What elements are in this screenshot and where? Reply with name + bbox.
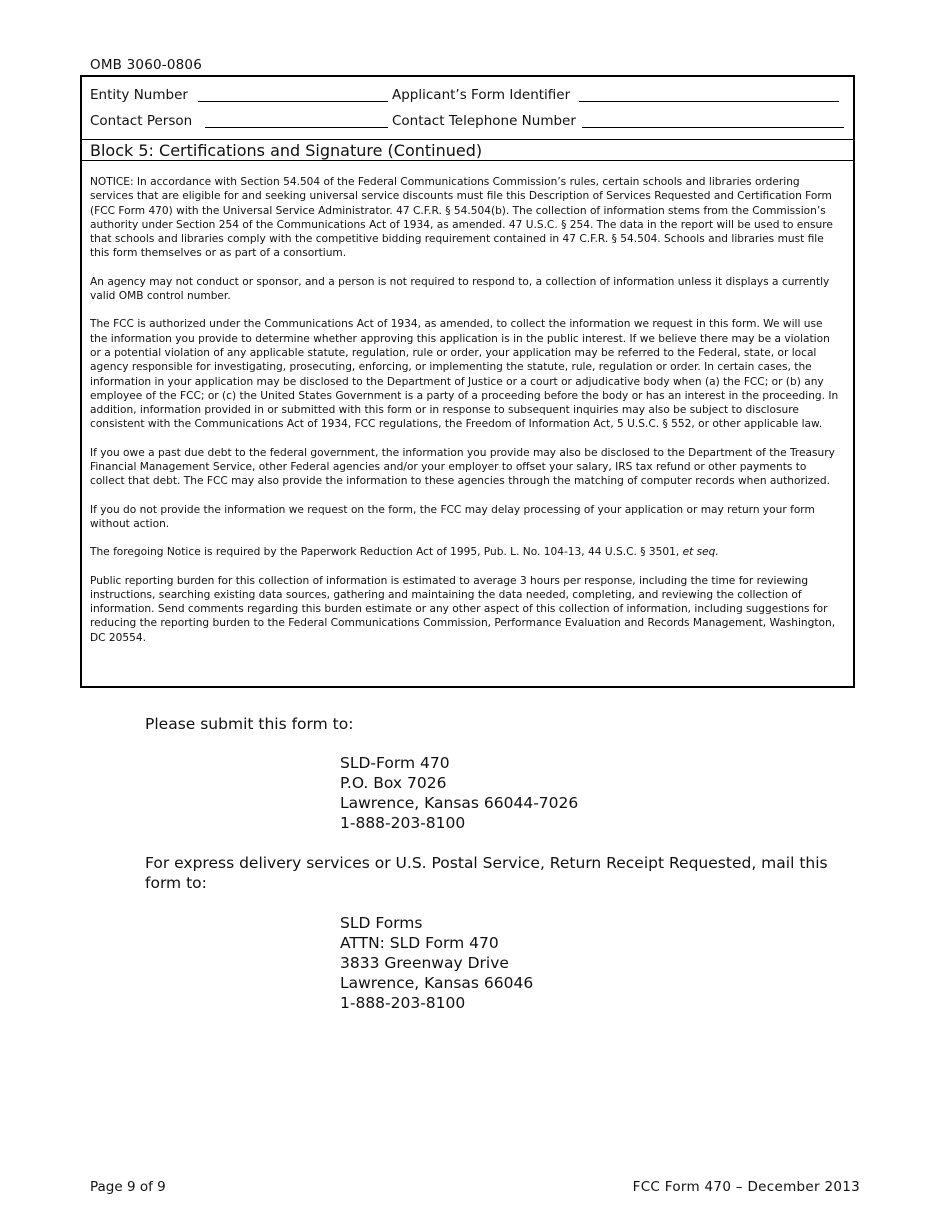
notice-paragraph: An agency may not conduct or sponsor, and a person is not required to respond to, a collection of information unless it displays a currently valid OMB control number. <box>90 275 830 303</box>
contact-person-label: Contact Person <box>90 113 193 129</box>
mailing-address <box>340 753 578 833</box>
express-instructions <box>145 853 865 893</box>
address-line: P.O. Box 7026 <box>340 774 447 792</box>
contact-phone-field[interactable] <box>582 127 844 128</box>
header-row-contact <box>82 109 853 133</box>
form-block-5 <box>80 75 855 688</box>
notice-paragraph <box>90 545 839 559</box>
express-intro: For express delivery services or U.S. Postal Service, Return Receipt Requested, mail this form to: <box>145 854 828 892</box>
notice-paragraph: Public reporting burden for this collection of information is estimated to average 3 hours per response, including the time for reviewing instructions, searching existing data sources, gathering and maintaining the data needed, completing, and reviewing the collection of information. Send comments regarding this burden estimate or any other aspect of this collection of information, including suggestions for reducing the reporting burden to the Federal Communications Commission, Performance Evaluation and Records Management, Washington, DC 20554. <box>90 574 836 644</box>
address-line: SLD Forms <box>340 914 423 932</box>
form-version: FCC Form 470 – December 2013 <box>632 1179 860 1195</box>
address-line: ATTN: SLD Form 470 <box>340 934 499 952</box>
contact-person-field[interactable] <box>205 127 388 128</box>
submit-intro: Please submit this form to: <box>145 715 354 733</box>
pra-notice-text: The foregoing Notice is required by the Paperwork Reduction Act of 1995, Pub. L. No. 104-13, 44 U.S.C. § 3501, <box>90 546 683 559</box>
address-phone: 1-888-203-8100 <box>340 994 466 1012</box>
notice-paragraph: The FCC is authorized under the Communications Act of 1934, as amended, to collect the information we request in this form. We will use the information you provide to determine whether approving this application is in the public interest. If we believe there may be a violation or a potential violation of any applicable statute, regulation, rule or order, your application may be referred to the Federal, state, or local agency responsible for investigating, prosecuting, enforcing, or implementing the statute, rule, regulation or order. In certain cases, the information in your application may be disclosed to the Department of Justice or a court or adjudicative body when (a) the FCC; or (b) any employee of the FCC; or (c) the United States Government is a party of a proceeding before the body or has an interest in the proceeding. In addition, information provided in or submitted with this form or in response to subsequent inquiries may also be subject to disclosure consistent with the Communications Act of 1934, FCC regulations, the Freedom of Information Act, 5 U.S.C. § 552, or other applicable law. <box>90 318 839 431</box>
form-identifier-label: Applicant’s Form Identifier <box>392 87 571 103</box>
et-seq-text: et seq. <box>682 546 719 559</box>
entity-number-field[interactable] <box>198 101 388 102</box>
form-identifier-field[interactable] <box>579 101 839 102</box>
contact-phone-label: Contact Telephone Number <box>392 113 576 129</box>
address-line: Lawrence, Kansas 66044-7026 <box>340 794 579 812</box>
page-number: Page 9 of 9 <box>90 1179 166 1195</box>
submit-instructions <box>145 714 865 734</box>
address-phone: 1-888-203-8100 <box>340 814 466 832</box>
notice-paragraph: If you do not provide the information we request on the form, the FCC may delay processing of your application or may return your form without action. <box>90 503 815 530</box>
notice-section <box>90 175 839 659</box>
address-line: 3833 Greenway Drive <box>340 954 509 972</box>
address-line: SLD-Form 470 <box>340 754 450 772</box>
block-title: Block 5: Certifications and Signature (Continued) <box>82 139 853 161</box>
header-row-entity <box>82 83 853 107</box>
notice-paragraph: If you owe a past due debt to the federal government, the information you provide may also be disclosed to the Department of the Treasury Financial Management Service, other Federal agencies and/or your employer to offset your salary, IRS tax refund or other payments to collect that debt. The FCC may also provide the information to these agencies through the matching of computer records when authorized. <box>90 446 835 488</box>
notice-paragraph: NOTICE: In accordance with Section 54.504 of the Federal Communications Commission’s rules, certain schools and libraries ordering services that are eligible for and seeking universal service discounts must file this Description of Services Requested and Certification Form (FCC Form 470) with the Universal Service Administrator. 47 C.F.R. § 54.504(b). The collection of information stems from the Commission’s authority under Section 254 of the Communications Act of 1934, as amended. 47 U.S.C. § 254. The data in the report will be used to ensure that schools and libraries comply with the competitive bidding requirement contained in 47 C.F.R. § 54.504. Schools and libraries must file this form themselves or as part of a consortium. <box>90 176 833 260</box>
express-address <box>340 913 533 1013</box>
entity-number-label: Entity Number <box>90 87 188 103</box>
address-line: Lawrence, Kansas 66046 <box>340 974 534 992</box>
omb-number: OMB 3060-0806 <box>90 57 203 73</box>
